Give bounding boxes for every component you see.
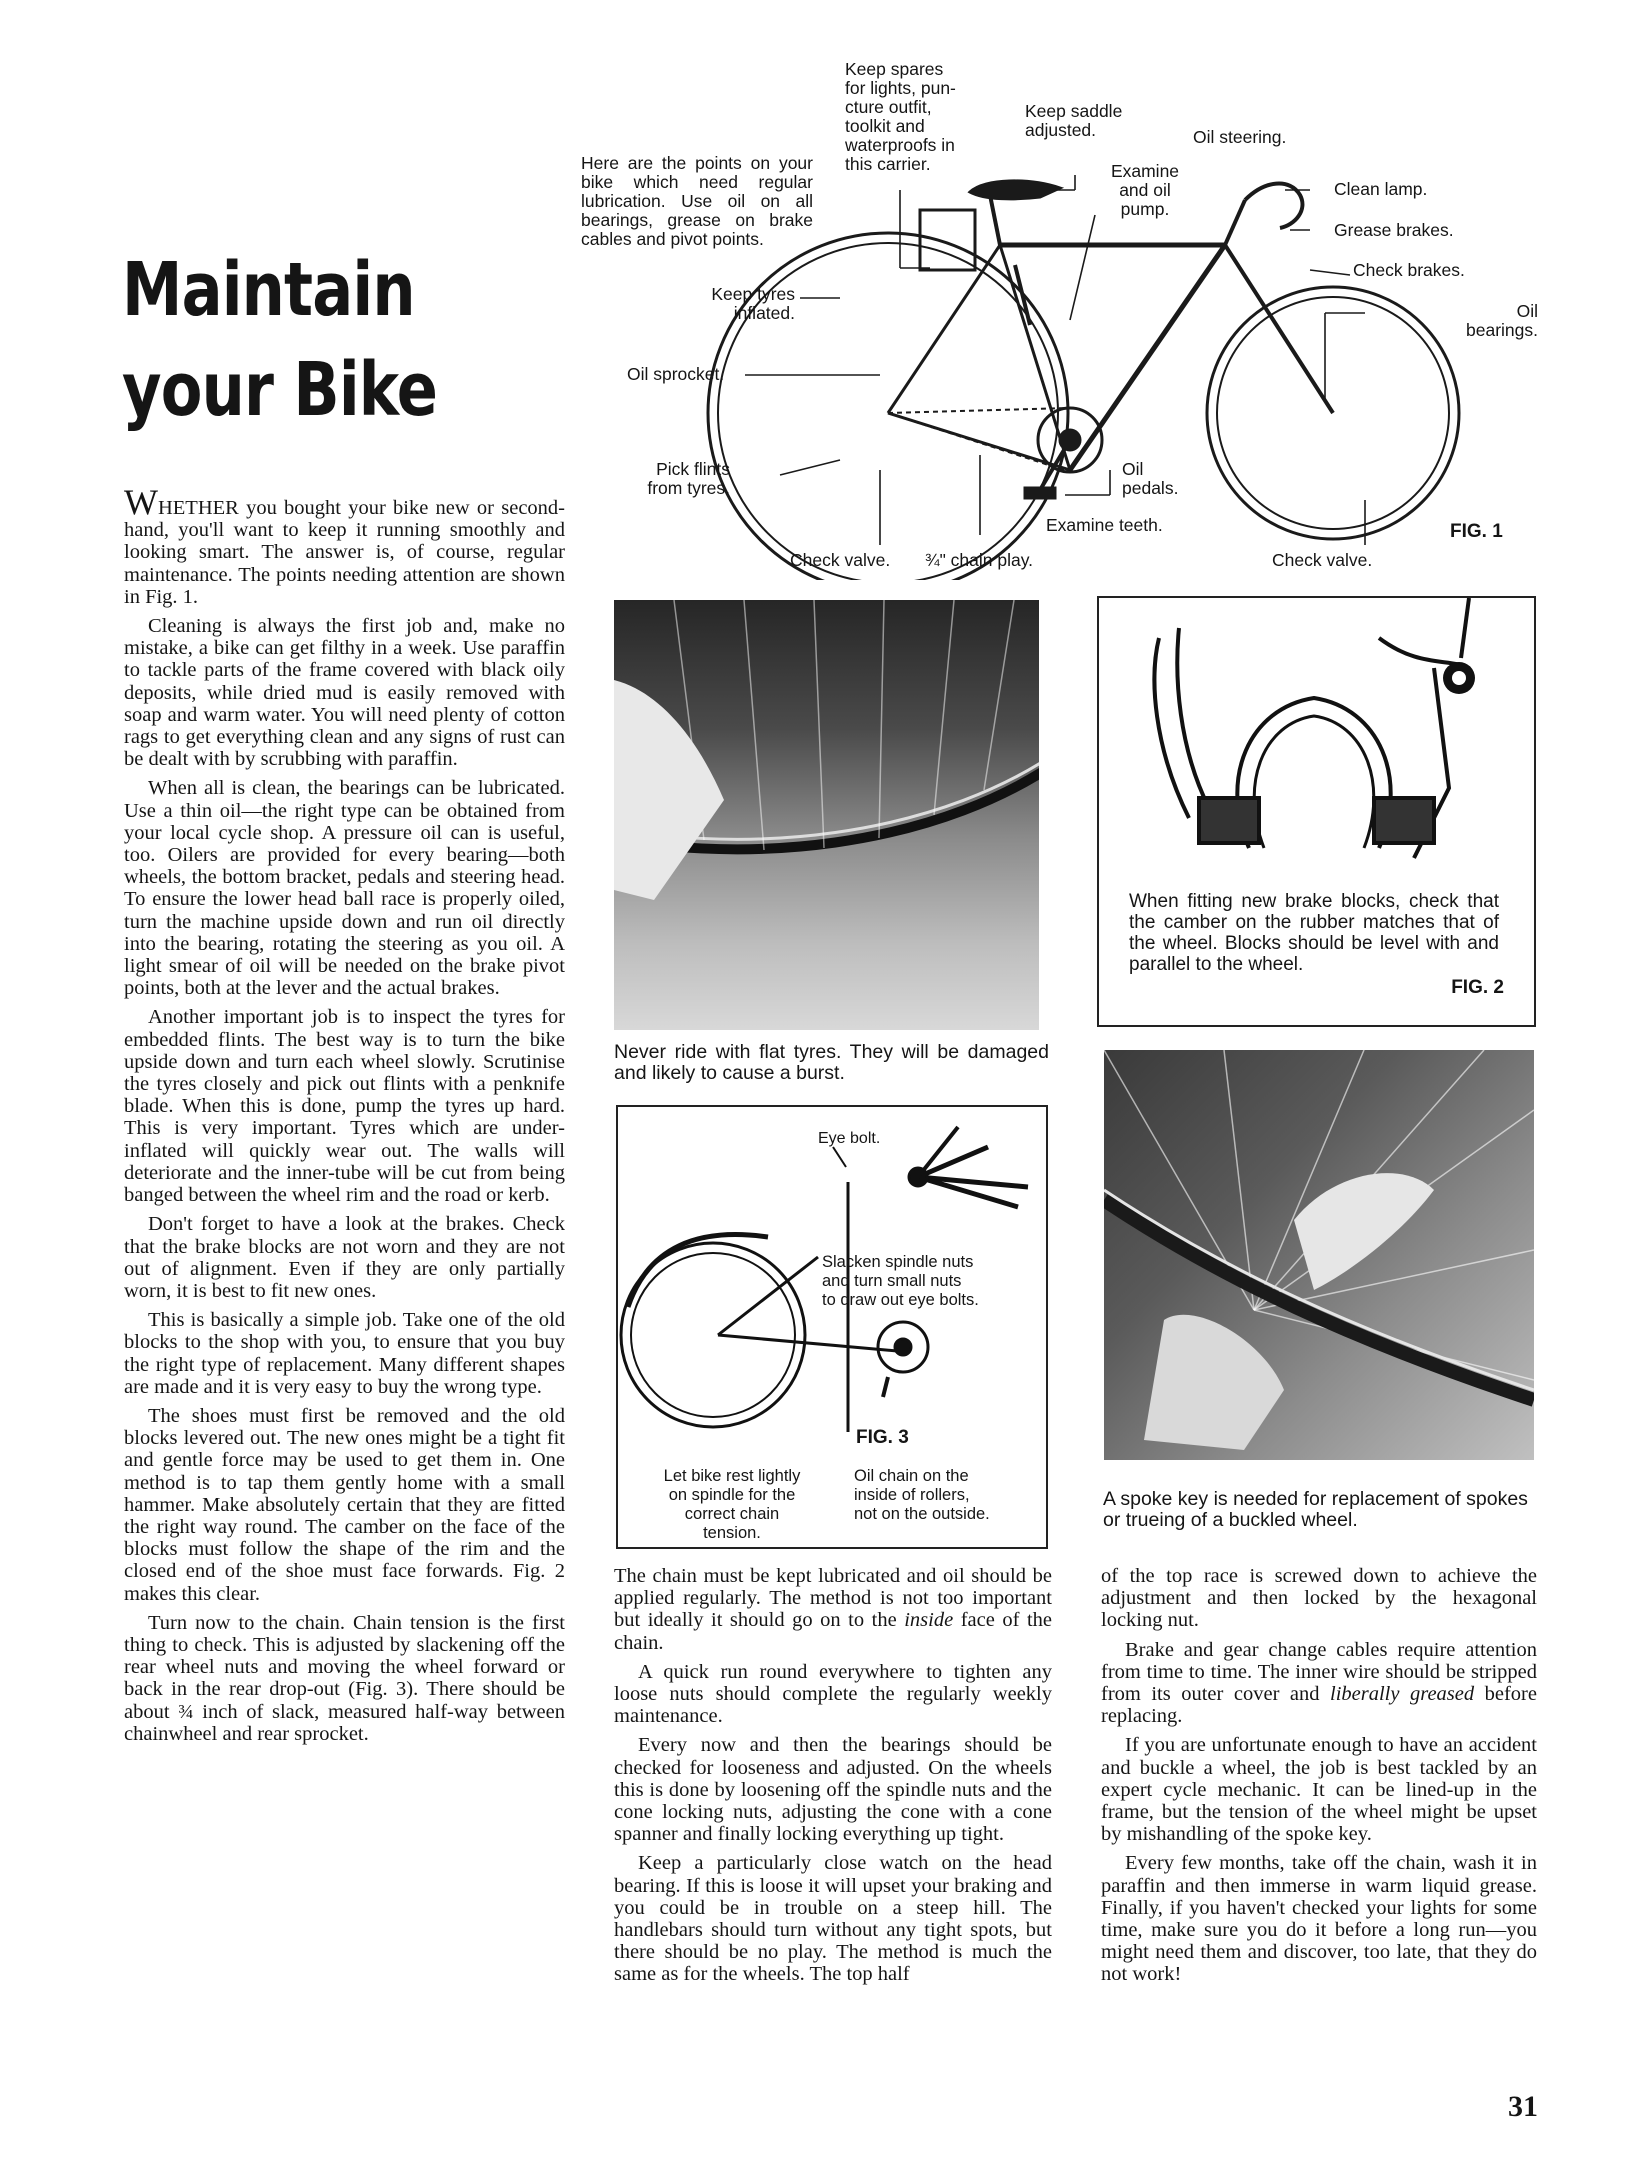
fig1-label-check-valve-left: Check valve. [790,550,891,570]
spoke-key-photo-sketch [1104,1050,1534,1460]
article-column-3 [1101,1565,1537,1986]
fig1-label-oil-sprocket: Oil sprocket. [627,364,725,384]
fig1-label-oil-pedals: Oil pedals. [1122,459,1179,498]
fig1-label-pick-flints: Pick flints from tyres. [647,459,730,498]
paragraph-14-text-a: Brake and gear change cables require attention from time to time. The inner wire should be stripped from its outer cover and [1101,1638,1537,1706]
brake-block-illustration [1099,598,1534,878]
fig2-box [1097,596,1536,1027]
paragraph-8: Turn now to the chain. Chain tension is the first thing to check. This is adjusted by slackening off the rear wheel nuts and moving the wheel forward or back in the rear drop-out (Fig. 3). There should be about ¾ inch of slack, measured half-way between chainwheel and rear sprocket. [124,1611,565,1745]
drop-cap: W [124,482,158,522]
article-column-2 [614,1565,1052,1986]
paragraph-9 [614,1565,1052,1654]
paragraph-16: Every few months, take off the chain, wash it in paraffin and then immerse in warm liquid grease. Finally, if you haven't checked your lights for some time, make sure you do it before a long run—you might need them and discover, too late, that they do not work! [1101,1852,1537,1986]
fig1-number: FIG. 1 [1450,521,1503,542]
fig1-label-oil-steering: Oil steering. [1193,127,1287,147]
fig1-label-chain-play: ¾" chain play. [925,550,1034,570]
paragraph-15: If you are unfortunate enough to have an accident and buckle a wheel, the job is best tackled by an expert cycle mechanic. It can be lined-up in the frame, but the tension of the wheel might be upset by mishandling of the spoke key. [1101,1734,1537,1846]
paragraph-14-emphasis: liberally greased [1330,1683,1475,1706]
fig3-label-eye-bolt: Eye bolt. [818,1130,881,1147]
paragraph-9-emphasis: inside [904,1609,954,1632]
fig3-label-slacken: Slacken spindle nuts and turn small nuts to draw out eye bolts. [822,1253,979,1309]
fig1-intro-text: Here are the points on your bike which need regular lubrication. Use oil on all bearings, grease on brake cables and pivot points. [581,153,813,249]
paragraph-9-text-a: The chain must be kept lubricated and oil should be applied regularly. The method is not too important but ideally it should go on to the [614,1565,1052,1632]
paragraph-12: Keep a particularly close watch on the head bearing. If this is loose it will upset your braking and you could be in trouble on a steep hill. The handlebars should turn without any tight spots, but there should be no play. The method is much the same as for the wheels. The top half [614,1852,1052,1986]
fig1-label-tyres-inflated: Keep tyres inflated. [711,284,795,323]
article-column-1 [124,482,565,1745]
fig1-label-grease-brakes: Grease brakes. [1334,220,1454,240]
fig1-label-saddle: Keep saddle adjusted. [1025,101,1123,140]
fig1-label-check-valve-right: Check valve. [1272,550,1373,570]
fig1-label-check-brakes: Check brakes. [1353,260,1465,280]
title-line-2: your Bike [122,347,438,433]
paragraph-6: This is basically a simple job. Take one of the old blocks to the shop with you, to ensure that you buy the right type of replacement. Many different shapes are made and it is very easy to buy the wrong type. [124,1309,565,1398]
paragraph-3: When all is clean, the bearings can be lubricated. Use a thin oil—the right type can be obtained from your local cycle shop. A pressure oil can is useful, too. Oilers are provided for every bearing—both wheels, the bottom bracket, pedals and steering head. To ensure the lower head ball race is properly oiled, turn the machine upside down and run oil directly into the bearing, rotating the steering as you oil. A light smear of oil will be needed on the brake pivot points, both at the lever and the actual brakes. [124,777,565,1000]
fig1-label-oil-bearings: Oil bearings. [1466,301,1538,340]
fig2-caption: When fitting new brake blocks, check that the camber on the rubber matches that of the wheel. Blocks should be level with and parallel to the wheel. [1129,891,1499,975]
fig2-number: FIG. 2 [1451,977,1504,998]
fig3-label-rest: Let bike rest lightly on spindle for the correct chain tension. [663,1467,801,1542]
fig1-label-spares: Keep spares for lights, pun- cture outfit, toolkit and waterproofs in this carrier. [845,59,956,174]
fig1-label-clean-lamp: Clean lamp. [1334,179,1428,199]
fig3-label-oil-chain: Oil chain on the inside of rollers, not on the outside. [854,1467,990,1523]
flat-tyre-photo [614,600,1039,1030]
fig1-label-examine-pump: Examine and oil pump. [1110,161,1180,219]
paragraph-4: Another important job is to inspect the tyres for embedded flints. The best way is to turn the bike upside down and turn each wheel slowly. Scrutinise the tyres closely and pick out flints with a penknife blade. When this is done, pump the tyres up hard. This is very important. Tyres which are under-inflated will quickly wear out. The walls will deteriorate and the inner-tube will be cut from being banged between the wheel rim and the road or kerb. [124,1006,565,1207]
fig3-number: FIG. 3 [856,1427,909,1448]
paragraph-9-text-b: face of the chain. [614,1609,1052,1654]
paragraph-1 [124,482,565,608]
paragraph-14-text-b: before replacing. [1101,1683,1537,1728]
title-line-1: Maintain [122,247,415,333]
paragraph-10: A quick run round everywhere to tighten any loose nuts should complete the regularly weekly maintenance. [614,1660,1052,1728]
paragraph-1-text: HETHER you bought your bike new or second-hand, you'll want to keep it running smoothly and looking smart. The answer is, of course, regular maintenance. The points needing attention are shown in Fig. 1. [124,497,565,608]
paragraph-14 [1101,1639,1537,1728]
spoke-key-photo [1104,1050,1534,1460]
paragraph-13: of the top race is screwed down to achieve the adjustment and then locked by the hexagonal locking nut. [1101,1565,1537,1632]
paragraph-7: The shoes must first be removed and the old blocks levered out. The new ones might be a tight fit and gentle force may be used to get them in. One method is to tap them gently home with a small hammer. Make absolutely certain that they are fitted the right way round. The camber on the face of the blocks must follow the shape of the rim and the closed end of the shoe must face forwards. Fig. 2 makes this clear. [124,1404,565,1605]
flat-tyre-photo-sketch [614,600,1039,1030]
paragraph-11: Every now and then the bearings should be checked for looseness and adjusted. On the wheels this is done by loosening off the spindle nuts and the cone locking nuts, adjusting the cone with a cone spanner and finally locking everything up tight. [614,1734,1052,1846]
flat-tyre-caption: Never ride with flat tyres. They will be damaged and likely to cause a burst. [614,1041,1049,1084]
fig3-box [616,1105,1048,1549]
page-number: 31 [1508,2090,1538,2123]
fig1-label-examine-teeth: Examine teeth. [1046,515,1163,535]
paragraph-2: Cleaning is always the first job and, make no mistake, a bike can get filthy in a week. Use paraffin to tackle parts of the frame covered with black oily deposits, while dried mud is easily removed with soap and warm water. You will need plenty of cotton rags to get everything clean and any signs of rust can be dealt with by scrubbing with paraffin. [124,615,565,771]
spoke-key-caption: A spoke key is needed for replacement of spokes or trueing of a buckled wheel. [1103,1488,1528,1531]
paragraph-5: Don't forget to have a look at the brakes. Check that the brake blocks are not worn and they are not out of alignment. Even if they are only partially worn, it is best to fit new ones. [124,1213,565,1302]
